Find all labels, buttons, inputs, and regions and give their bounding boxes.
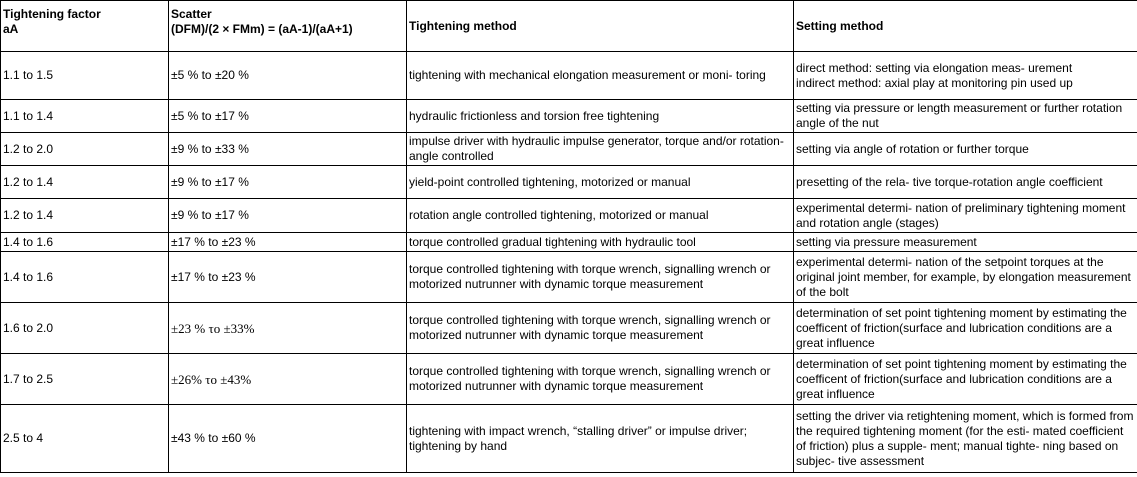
header-setting-method: Setting method [794, 1, 1137, 52]
cell-scatter: ±26% το ±43% [169, 354, 407, 405]
table-row [1, 252, 1137, 303]
table-row [1, 52, 1137, 100]
cell-factor: 1.2 to 1.4 [1, 166, 169, 199]
cell-factor: 1.4 to 1.6 [1, 252, 169, 303]
cell-factor: 1.1 to 1.4 [1, 100, 169, 133]
header-scatter [169, 1, 407, 52]
cell-scatter: ±9 % to ±33 % [169, 133, 407, 166]
cell-method: tightening with mechanical elongation measurement or moni- toring [407, 52, 794, 100]
header-tightening-method: Tightening method [407, 1, 794, 52]
header-scatter-line1: Scatter [171, 7, 212, 21]
table-row [1, 199, 1137, 233]
table-row [1, 233, 1137, 252]
table-row [1, 100, 1137, 133]
cell-factor: 1.1 to 1.5 [1, 52, 169, 100]
cell-scatter: ±23 % το ±33% [169, 303, 407, 354]
cell-factor: 1.2 to 2.0 [1, 133, 169, 166]
cell-setting: setting via angle of rotation or further torque [794, 133, 1137, 166]
cell-scatter: ±17 % to ±23 % [169, 252, 407, 303]
cell-factor: 1.7 to 2.5 [1, 354, 169, 405]
cell-setting: presetting of the rela- tive torque-rotation angle coefficient [794, 166, 1137, 199]
cell-setting: experimental determi- nation of the setpoint torques at the original joint member, for example, by elongation measurement of the bolt [794, 252, 1137, 303]
cell-method: torque controlled tightening with torque wrench, signalling wrench or motorized nutrunner with dynamic torque measurement [407, 354, 794, 405]
cell-method: rotation angle controlled tightening, motorized or manual [407, 199, 794, 233]
cell-setting-line: direct method: setting via elongation meas- urement [796, 60, 1073, 75]
cell-setting: determination of set point tightening moment by estimating the coefficent of friction(surface and lubrication conditions are a great influence [794, 303, 1137, 354]
cell-method: hydraulic frictionless and torsion free tightening [407, 100, 794, 133]
cell-scatter: ±17 % to ±23 % [169, 233, 407, 252]
cell-setting: determination of set point tightening moment by estimating the coefficent of friction(surface and lubrication conditions are a great influence [794, 354, 1137, 405]
cell-scatter: ±5 % to ±20 % [169, 52, 407, 100]
cell-scatter: ±43 % to ±60 % [169, 405, 407, 473]
cell-setting: setting the driver via retightening moment, which is formed from the required tightening moment (for the esti- mated coefficient of friction) plus a supple- ment; manual tighte- ning based on subjec- tive assessment [794, 405, 1137, 473]
cell-factor: 1.4 to 1.6 [1, 233, 169, 252]
cell-setting-line: indirect method: axial play at monitoring pin used up [796, 75, 1073, 90]
cell-scatter: ±9 % to ±17 % [169, 199, 407, 233]
header-row [1, 1, 1137, 52]
table-row [1, 405, 1137, 473]
table-row [1, 133, 1137, 166]
table-row [1, 354, 1137, 405]
cell-factor: 2.5 to 4 [1, 405, 169, 473]
cell-scatter: ±9 % to ±17 % [169, 166, 407, 199]
cell-method: torque controlled gradual tightening with hydraulic tool [407, 233, 794, 252]
cell-method: yield-point controlled tightening, motorized or manual [407, 166, 794, 199]
cell-setting: setting via pressure measurement [794, 233, 1137, 252]
cell-method: torque controlled tightening with torque wrench, signalling wrench or motorized nutrunner with dynamic torque measurement [407, 303, 794, 354]
cell-method: torque controlled tightening with torque wrench, signalling wrench or motorized nutrunner with dynamic torque measurement [407, 252, 794, 303]
cell-factor: 1.2 to 1.4 [1, 199, 169, 233]
cell-method: impulse driver with hydraulic impulse generator, torque and/or rotation-angle controlled [407, 133, 794, 166]
header-tightening-factor-line1: Tightening factor [3, 7, 101, 21]
cell-setting: experimental determi- nation of preliminary tightening moment and rotation angle (stages) [794, 199, 1137, 233]
cell-setting [794, 52, 1137, 100]
table-row [1, 166, 1137, 199]
cell-method: tightening with impact wrench, “stalling driver” or impulse driver; tightening by hand [407, 405, 794, 473]
header-scatter-formula: (DFM)/(2 × FMm) = (aA-1)/(aA+1) [171, 22, 353, 36]
table-row [1, 303, 1137, 354]
header-tightening-factor [1, 1, 169, 52]
cell-scatter: ±5 % to ±17 % [169, 100, 407, 133]
cell-setting: setting via pressure or length measurement or further rotation angle of the nut [794, 100, 1137, 133]
header-tightening-factor-line2: aA [3, 22, 19, 36]
cell-factor: 1.6 to 2.0 [1, 303, 169, 354]
